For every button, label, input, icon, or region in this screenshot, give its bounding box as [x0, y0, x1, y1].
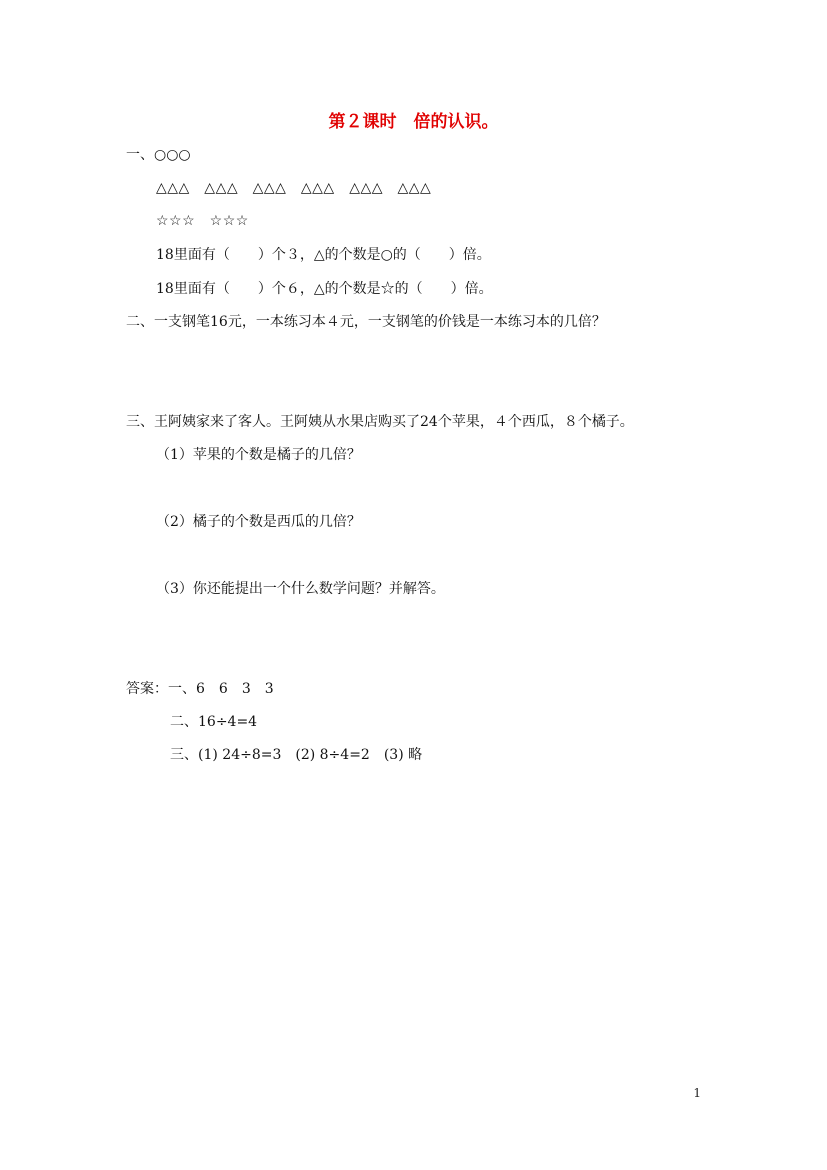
- section1-question2: 18里面有（ ）个６，△的个数是☆的（ ）倍。: [156, 281, 493, 297]
- section3-subquestion1: （1）苹果的个数是橘子的几倍？: [156, 447, 361, 463]
- triangle-groups: △△△ △△△ △△△ △△△ △△△ △△△: [156, 180, 432, 196]
- answers-line3: 三、(1) 24÷8=3 (2) 8÷4=2 (3) 略: [170, 747, 423, 763]
- star-groups: ☆☆☆ ☆☆☆: [156, 213, 249, 229]
- section3-subquestion3: （3）你还能提出一个什么数学问题？并解答。: [156, 581, 445, 597]
- section1-intro: 一、○○○: [126, 147, 191, 163]
- section2-question: 二、一支钢笔16元，一本练习本４元，一支钢笔的价钱是一本练习本的几倍？: [126, 314, 606, 330]
- section3-intro: 三、王阿姨家来了客人。王阿姨从水果店购买了24个苹果，４个西瓜，８个橘子。: [126, 414, 634, 430]
- section1-question1: 18里面有（ ）个３，△的个数是○的（ ）倍。: [156, 247, 491, 263]
- answers-line1: 答案：一、6 6 3 3: [126, 681, 274, 697]
- answers-line2: 二、16÷4=4: [170, 714, 258, 730]
- section3-subquestion2: （2）橘子的个数是西瓜的几倍？: [156, 514, 361, 530]
- page-title: 第２课时 倍的认识。: [328, 112, 499, 132]
- page-number: 1: [693, 1086, 701, 1100]
